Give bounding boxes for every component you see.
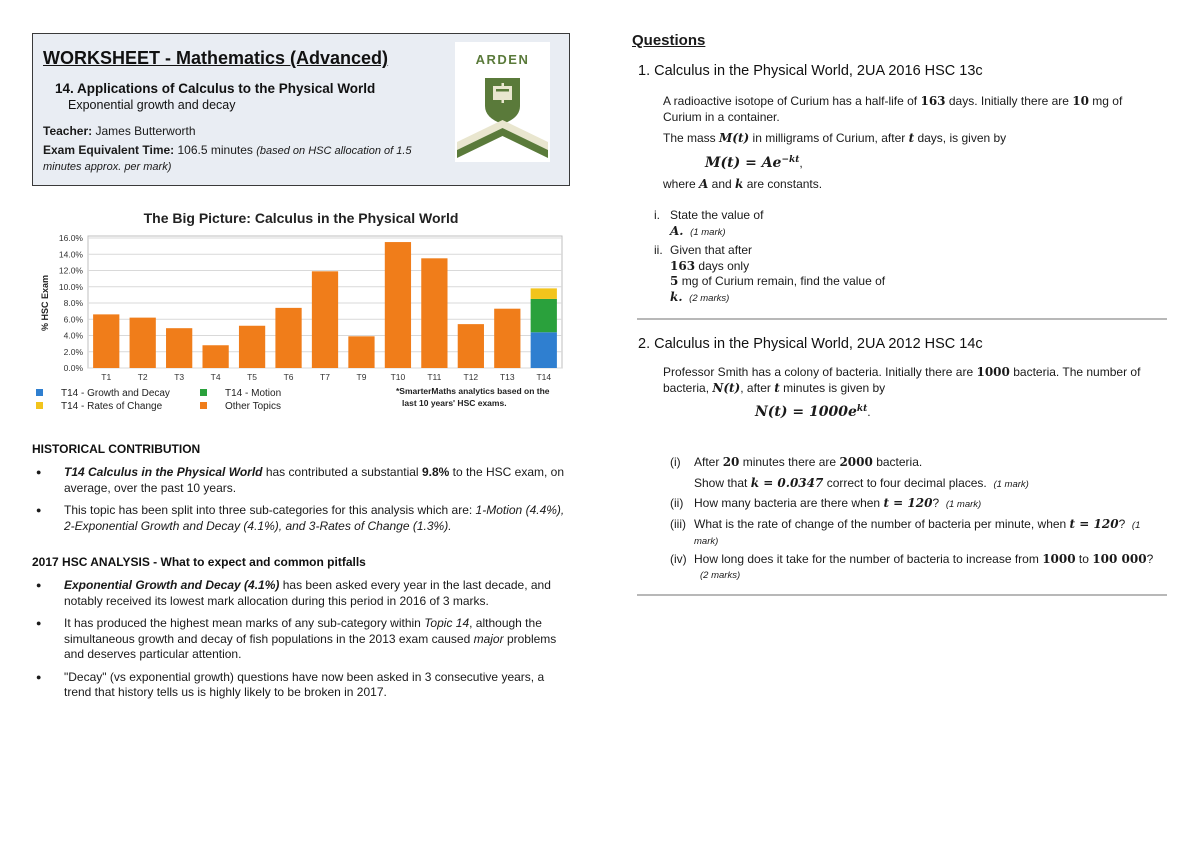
historical-bullet-2: ● This topic has been split into three sub-categories for this analysis which are: 1-Motion (4.4%), 2-Exponential Growth and Decay (4.1%), and 3-Rates of Change (1.3%).	[32, 503, 572, 534]
chart-y-axis-label: % HSC Exam	[40, 274, 50, 332]
teacher-name: James Butterworth	[95, 124, 196, 138]
chart-x-tick-label: T1	[101, 372, 112, 382]
chart-y-tick-label: 14.0%	[58, 249, 83, 260]
chart-legend-label: T14 - Growth and Decay	[61, 388, 170, 399]
q2-part-i: (i) After 20 minutes there are 2000 bacteria. Show that k = 0.0347 correct to four decimal places. (1 mark)	[670, 455, 1029, 490]
q2-equation: $N(t) = 1000e^{kt}$.	[755, 404, 871, 420]
q1-parts	[654, 208, 1154, 308]
chart-bar-t10	[385, 242, 411, 368]
analysis-list	[32, 578, 572, 708]
bar-chart	[32, 228, 570, 420]
exam-time-line	[43, 143, 428, 175]
chart-bar-t6	[275, 308, 301, 368]
q1-paragraph-2: The mass M(t) in milligrams of Curium, after t days, is given by	[663, 131, 1007, 145]
exam-time-value: 106.5 minutes	[177, 143, 253, 157]
chart-bar-t4	[202, 345, 228, 368]
chart-bar-t9	[348, 336, 374, 368]
chart-bar-t11	[421, 258, 447, 368]
chart-y-tick-label: 0.0%	[63, 363, 83, 373]
chart-legend-swatch	[200, 389, 207, 396]
chart-legend-swatch	[36, 402, 43, 409]
chart-legend-label: T14 - Rates of Change	[61, 401, 163, 412]
chart-footnote-line-2: last 10 years' HSC exams.	[402, 398, 507, 408]
analysis-bullet-1: ● Exponential Growth and Decay (4.1%) has been asked every year in the last decade, and notably received its lowest mark allocation during this period in 2016 of 3 marks.	[32, 578, 572, 609]
chart-x-tick-label: T12	[463, 372, 479, 382]
question-2-title: 2. Calculus in the Physical World, 2UA 2012 HSC 14c	[638, 336, 983, 352]
q2-part-iii: (iii) What is the rate of change of the number of bacteria per minute, when t = 120? (1 mark)	[670, 516, 1141, 547]
chart-bar-t7	[312, 271, 338, 368]
divider-1	[637, 318, 1167, 320]
chart-footnote-line-1: *SmarterMaths analytics based on the	[396, 386, 550, 396]
arden-logo	[455, 42, 550, 162]
chart-legend-label: Other Topics	[225, 401, 281, 412]
chart-bar-t14-segment-2	[531, 299, 557, 332]
question-1-title: 1. Calculus in the Physical World, 2UA 2016 HSC 13c	[638, 63, 983, 79]
chart-bar-t14-segment-1	[531, 332, 557, 368]
chart-legend-swatch	[36, 389, 43, 396]
chart-bar-t1	[93, 314, 119, 368]
teacher-line	[43, 124, 196, 138]
worksheet-title: WORKSHEET - Mathematics (Advanced)	[43, 48, 389, 68]
chart-x-tick-label: T3	[174, 372, 185, 382]
worksheet-header	[32, 33, 570, 186]
divider-2	[637, 594, 1167, 596]
chart-title: The Big Picture: Calculus in the Physical World	[143, 210, 459, 226]
chart-x-tick-label: T11	[427, 372, 442, 382]
chart-y-tick-label: 6.0%	[63, 314, 83, 325]
chart-y-tick-label: 12.0%	[58, 265, 83, 276]
teacher-label: Teacher:	[43, 124, 93, 138]
logo-text: ARDEN	[475, 52, 530, 67]
chart-x-tick-label: T9	[356, 372, 367, 382]
question-2-body	[663, 365, 1153, 427]
chart-bar-t14-segment-3	[531, 288, 557, 299]
q2-parts	[670, 455, 1165, 586]
analysis-bullet-2: ● It has produced the highest mean marks of any sub-category within Topic 14, although the simultaneous growth and decay of fish populations in the 2013 exam caused major problems and deserves particular attention.	[32, 616, 572, 663]
chart-x-tick-label: T10	[390, 372, 406, 382]
chart-x-tick-label: T2	[137, 372, 148, 382]
chart-bar-t3	[166, 328, 192, 368]
chart-bar-t5	[239, 326, 265, 368]
chart-x-tick-label: T13	[499, 372, 515, 382]
chart-y-tick-label: 16.0%	[58, 233, 83, 243]
q2-paragraph-1: Professor Smith has a colony of bacteria. Initially there are 1000 bacteria. The number of bacteria, N(t), after t minutes is given by	[663, 365, 1141, 395]
q1-paragraph-3: where A and k are constants.	[663, 177, 823, 191]
historical-heading: HISTORICAL CONTRIBUTION	[32, 442, 201, 456]
chart-x-tick-label: T4	[210, 372, 221, 382]
chart-bar-t2	[130, 318, 156, 368]
chart-bar-t12	[458, 324, 484, 368]
analysis-heading: 2017 HSC ANALYSIS - What to expect and common pitfalls	[32, 555, 366, 569]
exam-time-label: Exam Equivalent Time:	[43, 143, 175, 157]
historical-bullet-1: ● T14 Calculus in the Physical World has contributed a substantial 9.8% to the HSC exam, on average, over the past 10 years.	[32, 465, 572, 496]
chart-x-tick-label: T14	[536, 372, 552, 382]
q1-paragraph-1: A radioactive isotope of Curium has a half-life of 163 days. Initially there are 10 mg of Curium in a container.	[663, 94, 1123, 124]
q1-part-i: i. State the value of A. (1 mark)	[654, 208, 764, 238]
q2-part-ii: (ii) How many bacteria are there when t = 120? (1 mark)	[670, 496, 982, 510]
chart-x-tick-label: T7	[320, 372, 330, 382]
chart-legend-swatch	[200, 402, 207, 409]
question-1-body	[663, 94, 1153, 199]
chart-x-tick-label: T5	[247, 372, 258, 382]
questions-heading: Questions	[632, 32, 706, 49]
q2-part-iv: (iv) How long does it take for the number of bacteria to increase from 1000 to 100 000? (2 marks)	[670, 551, 1154, 581]
q1-part-ii: ii. Given that after 163 days only 5 mg of Curium remain, find the value of k. (2 marks)	[654, 243, 886, 304]
analysis-bullet-3: ● "Decay" (vs exponential growth) questions have now been asked in 3 consecutive years, a trend that history tells us is highly likely to be broken in 2017.	[32, 670, 572, 701]
chart-legend-label: T14 - Motion	[225, 388, 282, 399]
chart-y-tick-label: 4.0%	[63, 330, 83, 341]
exam-time-note: (based on HSC allocation of 1.5 minutes approx. per mark)	[43, 145, 412, 173]
q1-equation: $M(t) = Ae^{-kt}$,	[705, 154, 803, 171]
chart-y-tick-label: 8.0%	[63, 298, 83, 308]
chart-x-tick-label: T6	[283, 372, 294, 382]
chart-y-tick-label: 10.0%	[58, 281, 83, 292]
chart-y-tick-label: 2.0%	[63, 346, 83, 357]
topic-title: 14. Applications of Calculus to the Physical World	[55, 81, 376, 96]
topic-subtitle: Exponential growth and decay	[68, 98, 236, 112]
chart-bar-t13	[494, 309, 520, 368]
historical-list	[32, 465, 572, 541]
